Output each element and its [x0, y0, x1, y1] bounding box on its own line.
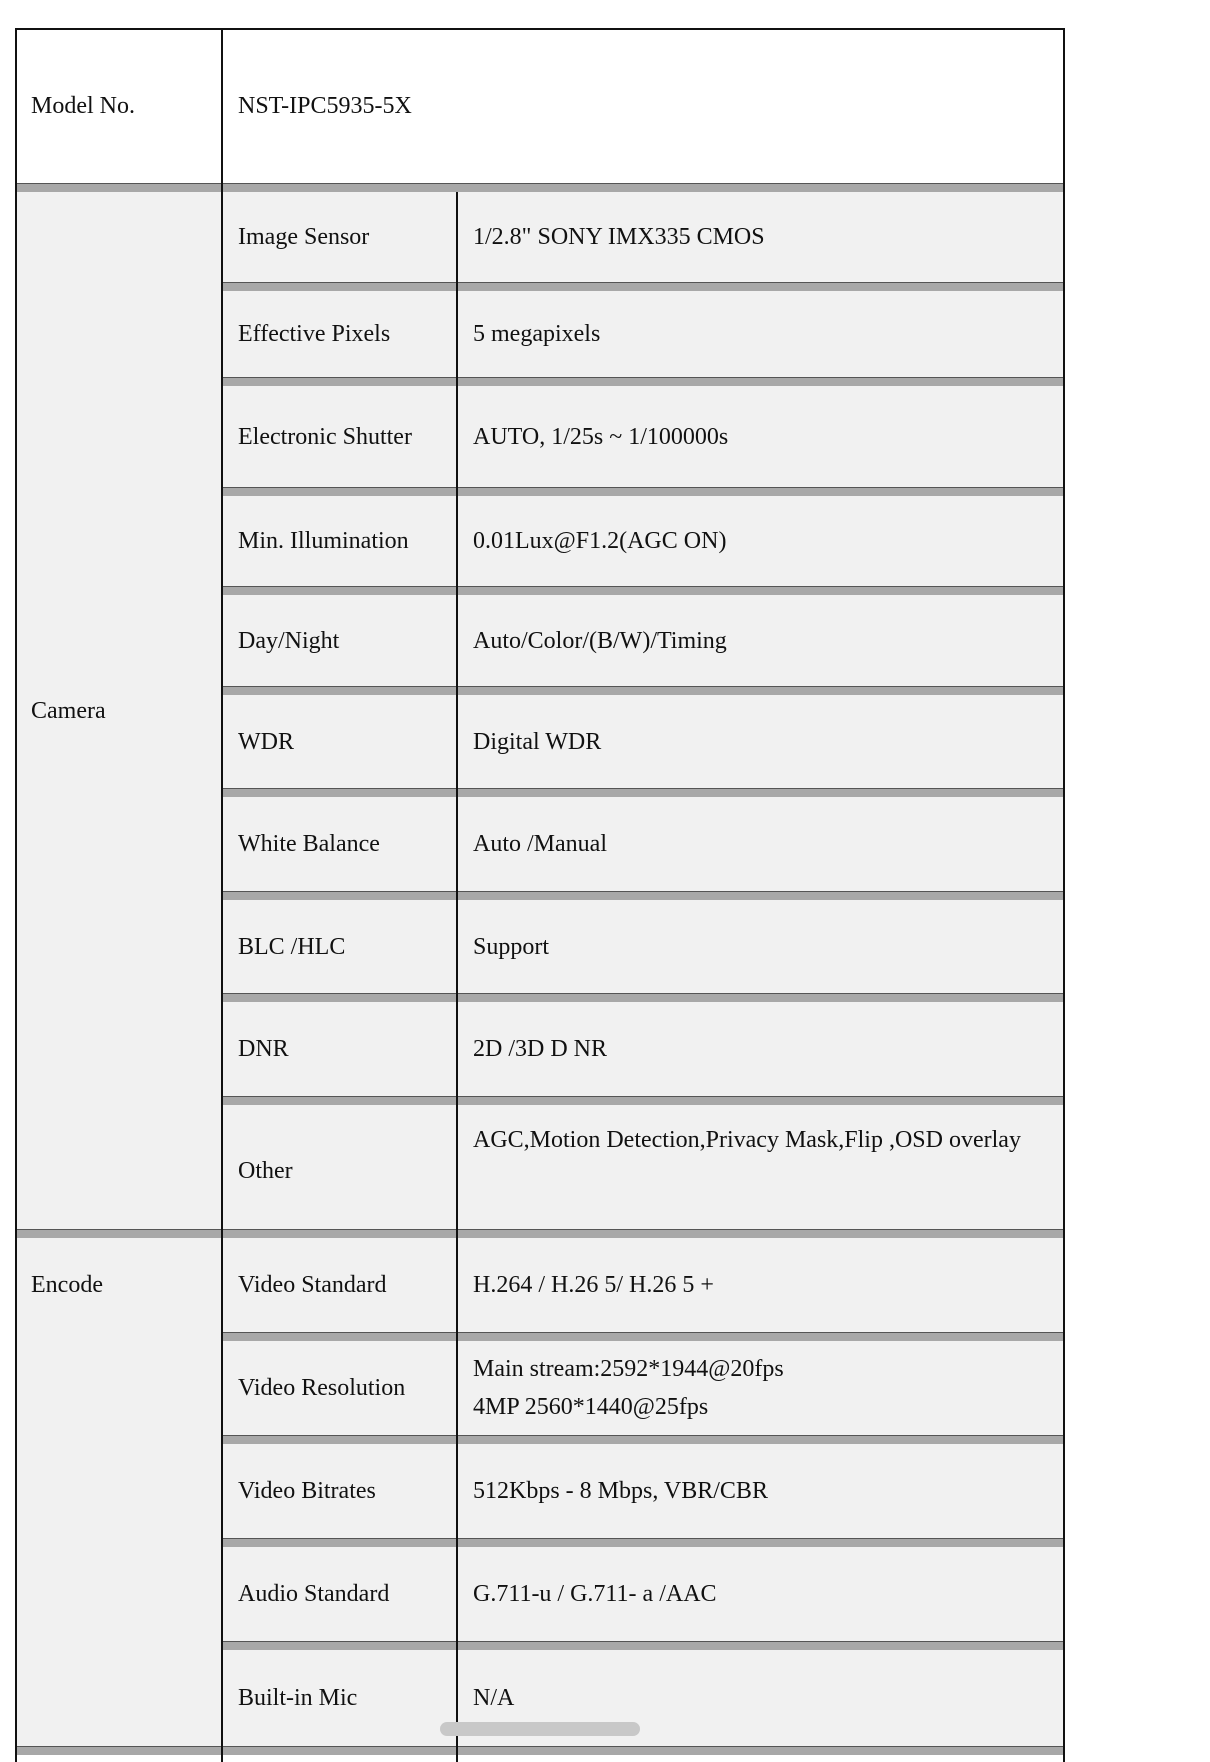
row-separator — [222, 487, 1065, 496]
camera-section-label: Camera — [31, 697, 106, 724]
table-right-border — [1063, 28, 1065, 1762]
row-value-text: Auto/Color/(B/W)/Timing — [473, 627, 727, 654]
row-value-dnr — [457, 1002, 1065, 1096]
row-label-text: Effective Pixels — [238, 321, 391, 347]
row-value-text: Support — [473, 933, 550, 960]
table-bottom-band — [15, 1746, 1065, 1755]
row-value-video-standard — [457, 1238, 1065, 1332]
row-value-text: 2D /3D D NR — [473, 1036, 608, 1062]
row-label-text: Video Bitrates — [238, 1478, 376, 1504]
row-value-blc-hlc — [457, 900, 1065, 993]
row-value-image-sensor — [457, 192, 1065, 282]
row-label-video-standard — [222, 1238, 457, 1332]
table-top-border — [15, 28, 1065, 30]
row-label-text: Day/Night — [238, 627, 340, 654]
row-label-dnr — [222, 1002, 457, 1096]
row-label-electronic-shutter — [222, 386, 457, 487]
row-value-text: 512Kbps - 8 Mbps, VBR/CBR — [473, 1478, 768, 1504]
row-separator — [15, 183, 1065, 192]
row-label-other — [222, 1105, 457, 1229]
column-border — [221, 28, 223, 1762]
row-label-built-in-mic — [222, 1650, 457, 1746]
row-value-video-resolution — [457, 1341, 1065, 1435]
row-value-other — [457, 1105, 1065, 1229]
row-value-effective-pixels — [457, 291, 1065, 377]
row-value-text: AUTO, 1/25s ~ 1/100000s — [473, 423, 729, 450]
row-separator — [222, 1538, 1065, 1547]
row-label-blc-hlc — [222, 900, 457, 993]
row-label-text: Image Sensor — [238, 224, 370, 250]
row-label-effective-pixels — [222, 291, 457, 377]
row-separator — [222, 1641, 1065, 1650]
row-value-text: G.711-u / G.711- a /AAC — [473, 1581, 717, 1607]
row-label-text: Other — [238, 1158, 293, 1184]
row-separator — [222, 788, 1065, 797]
row-label-text: Built-in Mic — [238, 1685, 358, 1711]
row-label-text: Audio Standard — [238, 1581, 390, 1607]
row-separator — [222, 282, 1065, 291]
model-value-cell — [222, 28, 1065, 183]
row-separator — [222, 586, 1065, 595]
row-label-audio-standard — [222, 1547, 457, 1641]
row-label-day-night — [222, 595, 457, 686]
encode-section-cell — [15, 1238, 222, 1746]
row-value-white-balance — [457, 797, 1065, 891]
row-value-wdr — [457, 695, 1065, 788]
row-value-day-night — [457, 595, 1065, 686]
row-value-text: AGC,Motion Detection,Privacy Mask,Flip ,OSD overlay — [473, 1127, 1021, 1153]
row-value-text: 5 megapixels — [473, 321, 601, 347]
row-label-video-resolution — [222, 1341, 457, 1435]
row-label-text: White Balance — [238, 831, 380, 857]
row-label-wdr — [222, 695, 457, 788]
model-value: NST-IPC5935-5X — [238, 92, 412, 119]
row-label-white-balance — [222, 797, 457, 891]
row-value-electronic-shutter — [457, 386, 1065, 487]
row-value-audio-standard — [457, 1547, 1065, 1641]
row-label-video-bitrates — [222, 1444, 457, 1538]
row-separator — [222, 377, 1065, 386]
row-value-text: 0.01Lux@F1.2(AGC ON) — [473, 528, 727, 554]
row-separator — [222, 1435, 1065, 1444]
row-value-text-line2: 4MP 2560*1440@25fps — [473, 1394, 709, 1420]
model-label: Model No. — [31, 92, 135, 119]
camera-section-cell — [15, 192, 222, 1229]
row-label-text: Electronic Shutter — [238, 423, 412, 450]
row-value-text-line1: Main stream:2592*1944@20fps — [473, 1356, 784, 1382]
row-label-text: Video Standard — [238, 1272, 387, 1298]
column-border — [456, 192, 458, 1762]
row-value-text: Auto /Manual — [473, 831, 607, 857]
row-label-text: WDR — [238, 728, 294, 755]
row-label-text: DNR — [238, 1036, 289, 1062]
row-label-image-sensor — [222, 192, 457, 282]
row-value-text: H.264 / H.26 5/ H.26 5 + — [473, 1272, 714, 1298]
row-label-text: BLC /HLC — [238, 933, 346, 960]
encode-section-label: Encode — [31, 1272, 103, 1298]
row-value-text: Digital WDR — [473, 728, 602, 755]
row-label-min-illumination — [222, 496, 457, 586]
row-value-min-illumination — [457, 496, 1065, 586]
row-value-text: N/A — [473, 1685, 515, 1711]
table-left-border — [15, 28, 17, 1762]
row-separator — [222, 686, 1065, 695]
row-separator — [222, 1332, 1065, 1341]
row-separator — [222, 993, 1065, 1002]
row-label-text: Video Resolution — [238, 1375, 406, 1401]
model-label-cell — [15, 28, 222, 183]
row-separator — [222, 1096, 1065, 1105]
section-separator — [15, 1229, 1065, 1238]
row-value-text: 1/2.8" SONY IMX335 CMOS — [473, 224, 765, 250]
row-value-video-bitrates — [457, 1444, 1065, 1538]
row-separator — [222, 891, 1065, 900]
row-label-text: Min. Illumination — [238, 528, 409, 554]
